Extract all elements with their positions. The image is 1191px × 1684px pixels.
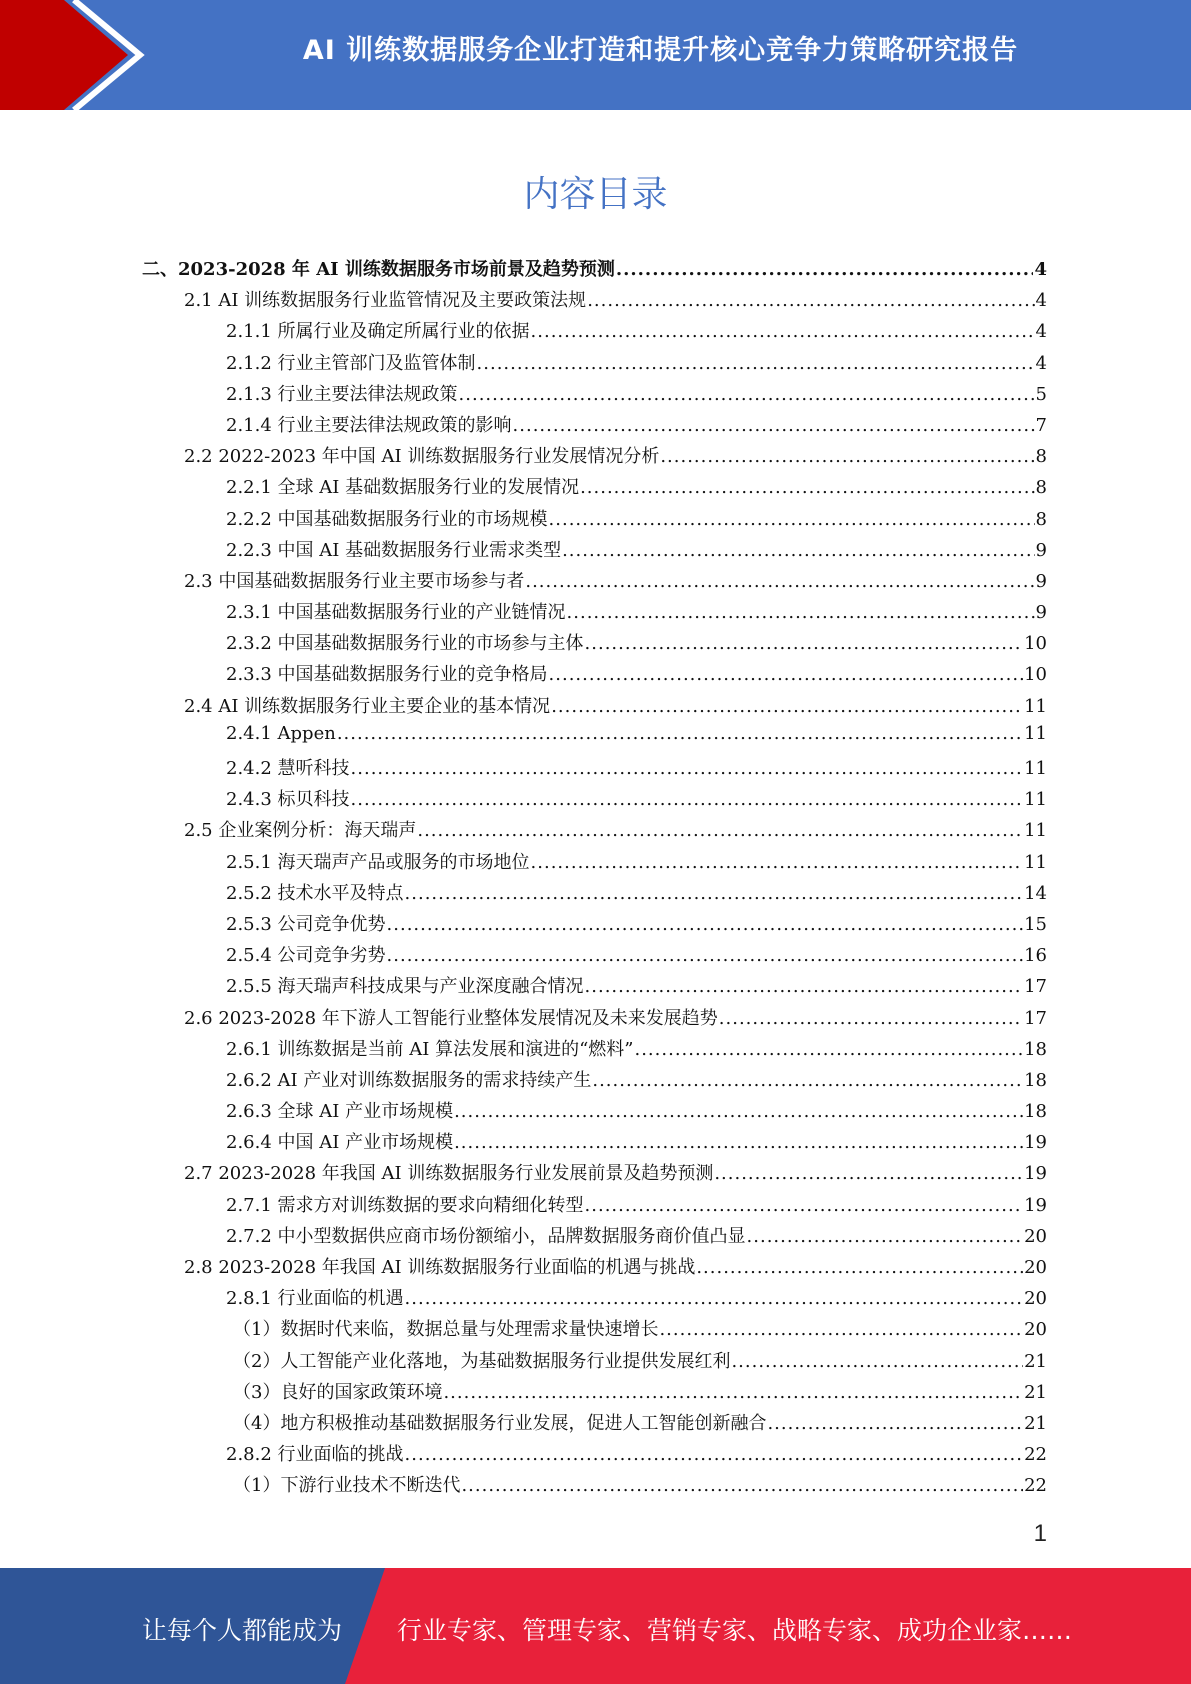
toc-entry[interactable] [142, 442, 1047, 473]
toc-entry[interactable] [142, 1097, 1047, 1128]
toc-entry-title: 2.5.3 公司竞争优势 [226, 913, 386, 935]
toc-leader-dots [659, 1319, 1023, 1340]
toc-entry-title: 2.8.2 行业面临的挑战 [226, 1444, 404, 1466]
toc-leader-dots [459, 384, 1035, 405]
toc-entry[interactable] [142, 1253, 1047, 1284]
toc-leader-dots [634, 1039, 1023, 1060]
toc-entry[interactable] [142, 754, 1047, 785]
toc-entry-title: 2.4.2 慧听科技 [226, 758, 350, 779]
toc-entry-page: 4 [1035, 290, 1047, 312]
toc-entry-title: 2.6.4 中国 AI 产业市场规模 [226, 1132, 454, 1154]
toc-entry[interactable] [142, 255, 1047, 286]
toc-entry[interactable] [142, 910, 1047, 941]
toc-entry[interactable] [142, 380, 1047, 411]
toc-entry-page: 17 [1024, 1007, 1047, 1029]
toc-entry-page: 8 [1035, 508, 1047, 530]
toc-entry-page: 21 [1024, 1412, 1047, 1434]
toc-leader-dots [562, 540, 1034, 561]
toc-entry-page: 20 [1024, 1319, 1047, 1341]
toc-leader-dots [405, 883, 1024, 904]
toc-leader-dots [719, 1008, 1023, 1029]
toc-entry-page: 15 [1024, 913, 1047, 935]
toc-leader-dots [616, 259, 1034, 280]
toc-entry-title: 2.6.1 训练数据是当前 AI 算法发展和演进的“燃料” [226, 1038, 634, 1060]
toc-leader-dots [585, 976, 1024, 997]
toc-leader-dots [731, 1351, 1023, 1372]
toc-leader-dots [585, 633, 1024, 654]
toc-entry-title: 2.5.5 海天瑞声科技成果与产业深度融合情况 [226, 976, 584, 998]
toc-entry[interactable] [142, 598, 1047, 629]
toc-leader-dots [696, 1257, 1023, 1278]
toc-entry[interactable] [142, 1191, 1047, 1222]
toc-entry-title: 2.7.2 中小型数据供应商市场份额缩小，品牌数据服务商价值凸显 [226, 1225, 746, 1247]
page-footer [0, 1568, 1191, 1684]
toc-entry-page: 19 [1024, 1163, 1047, 1185]
toc-entry-title: 二、2023-2028 年 AI 训练数据服务市场前景及趋势预测 [142, 259, 615, 280]
toc-leader-dots [513, 415, 1035, 436]
toc-entry[interactable] [142, 567, 1047, 598]
toc-entry-title: 2.7 2023-2028 年我国 AI 训练数据服务行业发展前景及趋势预测 [184, 1163, 714, 1185]
toc-leader-dots [567, 602, 1035, 623]
toc-entry-page: 20 [1024, 1257, 1047, 1278]
toc-entry-title: 2.3.2 中国基础数据服务行业的市场参与主体 [226, 633, 584, 655]
toc-entry[interactable] [142, 1471, 1047, 1502]
toc-entry[interactable] [142, 972, 1047, 1003]
toc-entry-page: 14 [1024, 882, 1047, 904]
toc-entry-page: 16 [1024, 945, 1047, 967]
toc-entry-title: 2.5.4 公司竞争劣势 [226, 945, 386, 967]
footer-slogan-left: 让每个人都能成为 [142, 1616, 343, 1645]
toc-entry-page: 7 [1035, 414, 1047, 436]
toc-entry-title: （3）良好的国家政策环境 [233, 1381, 443, 1403]
toc-leader-dots [454, 1132, 1023, 1153]
toc-entry-page: 10 [1024, 633, 1047, 655]
toc-entry[interactable] [142, 1315, 1047, 1346]
toc-leader-dots [337, 723, 1023, 744]
toc-entry[interactable] [142, 473, 1047, 504]
toc-entry-title: （2）人工智能产业化落地，为基础数据服务行业提供发展红利 [233, 1350, 731, 1372]
toc-entry-title: 2.6.2 AI 产业对训练数据服务的需求持续产生 [226, 1069, 592, 1091]
toc-entry-title: 2.1.3 行业主要法律法规政策 [226, 383, 458, 405]
toc-entry-page: 19 [1024, 1132, 1047, 1154]
toc-entry-title: 2.5.1 海天瑞声产品或服务的市场地位 [226, 851, 530, 873]
toc-leader-dots [714, 1163, 1023, 1184]
toc-entry-page: 18 [1024, 1101, 1047, 1123]
toc-entry[interactable] [142, 660, 1047, 691]
toc-entry-page: 5 [1035, 383, 1047, 405]
toc-entry-page: 11 [1024, 758, 1047, 779]
toc-leader-dots [585, 1195, 1024, 1216]
toc-leader-dots [549, 664, 1024, 685]
toc-entry[interactable] [142, 1347, 1047, 1378]
toc-entry-page: 20 [1024, 1225, 1047, 1247]
toc-leader-dots [580, 477, 1034, 498]
toc-leader-dots [531, 321, 1035, 342]
toc-entry-page: 22 [1024, 1444, 1047, 1466]
toc-entry-title: 2.1 AI 训练数据服务行业监管情况及主要政策法规 [184, 290, 587, 312]
toc-entry[interactable] [142, 1128, 1047, 1159]
toc-entry-page: 9 [1035, 539, 1047, 561]
toc-entry-title: 2.6.3 全球 AI 产业市场规模 [226, 1101, 454, 1123]
toc-leader-dots [454, 1101, 1023, 1122]
toc-entry-title: 2.1.1 所属行业及确定所属行业的依据 [226, 321, 530, 343]
page-header [0, 0, 1191, 110]
toc-entry[interactable] [142, 723, 1047, 754]
toc-entry-title: 2.4 AI 训练数据服务行业主要企业的基本情况 [184, 695, 551, 717]
toc-entry[interactable] [142, 692, 1047, 723]
toc-entry-title: 2.8 2023-2028 年我国 AI 训练数据服务行业面临的机遇与挑战 [184, 1257, 696, 1278]
toc-entry-title: 2.5.2 技术水平及特点 [226, 882, 404, 904]
toc-entry-page: 22 [1024, 1475, 1047, 1497]
toc-leader-dots [417, 820, 1023, 841]
toc-entry[interactable] [142, 629, 1047, 660]
toc-entry-page: 11 [1024, 789, 1047, 811]
toc-entry-title: 2.6 2023-2028 年下游人工智能行业整体发展情况及未来发展趋势 [184, 1007, 718, 1029]
toc-entry[interactable] [142, 941, 1047, 972]
toc-entry-page: 11 [1024, 851, 1047, 873]
toc-entry-page: 11 [1024, 722, 1047, 744]
toc-leader-dots [587, 290, 1034, 311]
toc-leader-dots [767, 1413, 1023, 1434]
toc-entry-page: 10 [1024, 664, 1047, 686]
toc-heading: 内容目录 [523, 174, 668, 215]
toc-entry[interactable] [142, 1378, 1047, 1409]
page-number: 1 [1033, 1520, 1047, 1547]
toc-entry-title: 2.1.4 行业主要法律法规政策的影响 [226, 414, 512, 436]
toc-leader-dots [387, 945, 1024, 966]
toc-entry-title: 2.2.3 中国 AI 基础数据服务行业需求类型 [226, 539, 562, 561]
toc-entry[interactable] [142, 1222, 1047, 1253]
toc-leader-dots [405, 1444, 1024, 1465]
toc-leader-dots [461, 1475, 1023, 1496]
toc-entry[interactable] [142, 536, 1047, 567]
toc-entry[interactable] [142, 879, 1047, 910]
toc-leader-dots [531, 852, 1024, 873]
toc-entry[interactable] [142, 1004, 1047, 1035]
toc-entry-title: 2.5 企业案例分析：海天瑞声 [184, 820, 417, 842]
toc-entry-title: 2.3.1 中国基础数据服务行业的产业链情况 [226, 602, 566, 624]
toc-entry-page: 9 [1035, 602, 1047, 624]
toc-entry-title: 2.2 2022-2023 年中国 AI 训练数据服务行业发展情况分析 [184, 446, 660, 468]
toc-entry-title: （1）下游行业技术不断迭代 [233, 1475, 461, 1497]
toc-entry-title: 2.7.1 需求方对训练数据的要求向精细化转型 [226, 1194, 584, 1216]
toc-leader-dots [405, 1288, 1024, 1309]
toc-entry[interactable] [142, 785, 1047, 816]
toc-entry[interactable] [142, 286, 1047, 317]
toc-entry[interactable] [142, 1159, 1047, 1190]
toc-leader-dots [747, 1226, 1024, 1247]
toc-entry-page: 4 [1035, 321, 1047, 343]
toc-entry[interactable] [142, 317, 1047, 348]
toc-leader-dots [477, 353, 1035, 374]
toc-entry-page: 21 [1024, 1381, 1047, 1403]
toc-entry-title: （4）地方积极推动基础数据服务行业发展，促进人工智能创新融合 [233, 1412, 767, 1434]
toc-leader-dots [443, 1382, 1023, 1403]
toc-entry[interactable] [142, 505, 1047, 536]
report-title: AI 训练数据服务企业打造和提升核心竞争力策略研究报告 [302, 35, 1019, 66]
toc-entry[interactable] [142, 1035, 1047, 1066]
toc-entry-title: 2.3 中国基础数据服务行业主要市场参与者 [184, 570, 525, 592]
toc-entry-page: 9 [1035, 570, 1047, 592]
toc-leader-dots [525, 571, 1034, 592]
toc-leader-dots [387, 914, 1024, 935]
table-of-contents [142, 255, 1047, 1503]
toc-leader-dots [592, 1070, 1023, 1091]
toc-leader-dots [660, 446, 1034, 467]
toc-entry[interactable] [142, 1440, 1047, 1471]
toc-entry-page: 8 [1035, 446, 1047, 468]
toc-entry[interactable] [142, 848, 1047, 879]
toc-entry-title: 2.2.1 全球 AI 基础数据服务行业的发展情况 [226, 477, 580, 499]
toc-entry-page: 11 [1024, 820, 1047, 842]
toc-entry[interactable] [142, 411, 1047, 442]
toc-leader-dots [549, 509, 1035, 530]
toc-entry[interactable] [142, 1409, 1047, 1440]
footer-slogan-right: 行业专家、管理专家、营销专家、战略专家、成功企业家…… [397, 1616, 1073, 1645]
toc-entry-title: 2.8.1 行业面临的机遇 [226, 1288, 404, 1310]
toc-entry-title: 2.1.2 行业主管部门及监管体制 [226, 352, 476, 374]
toc-entry-page: 4 [1034, 259, 1047, 280]
toc-entry-page: 20 [1024, 1288, 1047, 1310]
toc-entry-title: （1）数据时代来临，数据总量与处理需求量快速增长 [233, 1319, 659, 1341]
toc-entry[interactable] [142, 1284, 1047, 1315]
toc-entry-page: 19 [1024, 1194, 1047, 1216]
toc-entry[interactable] [142, 816, 1047, 847]
toc-entry-title: 2.2.2 中国基础数据服务行业的市场规模 [226, 508, 548, 530]
toc-leader-dots [551, 696, 1023, 717]
toc-leader-dots [351, 789, 1024, 810]
toc-entry-page: 17 [1024, 976, 1047, 998]
toc-entry-title: 2.4.1 Appen [226, 722, 336, 744]
toc-entry-title: 2.4.3 标贝科技 [226, 789, 350, 811]
toc-entry-page: 4 [1035, 352, 1047, 374]
toc-entry-page: 18 [1024, 1069, 1047, 1091]
toc-entry-page: 18 [1024, 1038, 1047, 1060]
toc-entry-page: 11 [1024, 695, 1047, 717]
toc-leader-dots [351, 758, 1024, 779]
toc-entry[interactable] [142, 1066, 1047, 1097]
toc-entry-page: 8 [1035, 477, 1047, 499]
toc-entry-page: 21 [1024, 1350, 1047, 1372]
toc-entry[interactable] [142, 349, 1047, 380]
toc-entry-title: 2.3.3 中国基础数据服务行业的竞争格局 [226, 664, 548, 686]
